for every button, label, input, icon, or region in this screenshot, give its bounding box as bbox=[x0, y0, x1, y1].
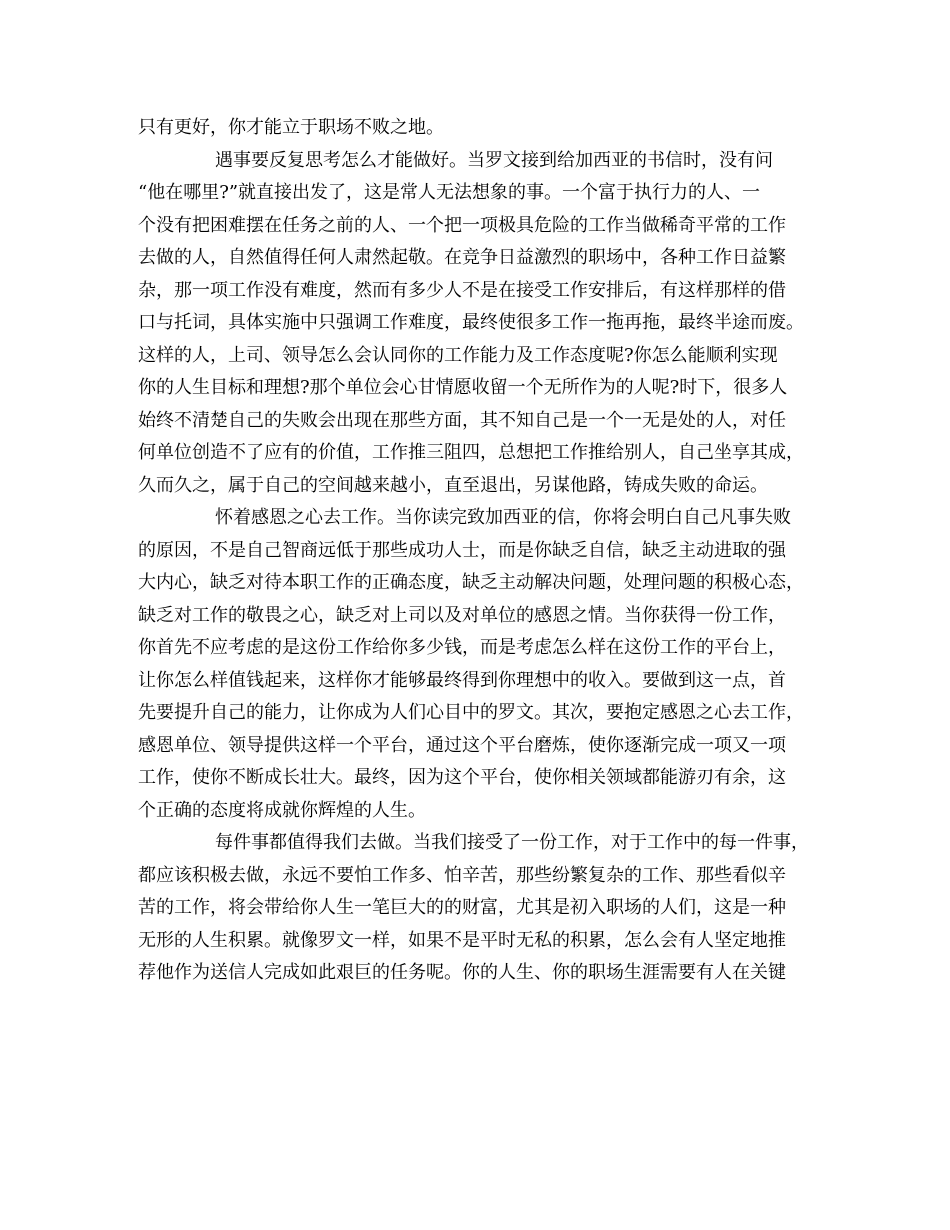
text-line: 感恩单位、领导提供这样一个平台，通过这个平台磨炼，使你逐渐完成一项又一项 bbox=[138, 734, 786, 756]
text-line: 荐他作为送信人完成如此艰巨的任务呢。你的人生、你的职场生涯需要有人在关键 bbox=[138, 962, 786, 983]
text-line: 大内心，缺乏对待本职工作的正确态度，缺乏主动解决问题，处理问题的积极心态， bbox=[138, 572, 804, 593]
text-line: 无形的人生积累。就像罗文一样，如果不是平时无私的积累，怎么会有人坚定地推 bbox=[138, 929, 786, 951]
text-line: 你首先不应考虑的是这份工作给你多少钱，而是考虑怎么样在这份工作的平台上， bbox=[138, 637, 786, 658]
text-line: 个没有把困难摆在任务之前的人、一个把一项极具危险的工作当做稀奇平常的工作 bbox=[138, 214, 786, 236]
text-line: 何单位创造不了应有的价值，工作推三阻四，总想把工作推给别人，自己坐享其成， bbox=[138, 442, 804, 463]
text-line: 让你怎么样值钱起来，这样你才能够最终得到你理想中的收入。要做到这一点，首 bbox=[138, 669, 786, 691]
text-line: 个正确的态度将成就你辉煌的人生。 bbox=[138, 799, 426, 821]
text-line: 去做的人，自然值得任何人肃然起敬。在竞争日益激烈的职场中，各种工作日益繁 bbox=[138, 247, 786, 268]
paragraph-first-line: 遇事要反复思考怎么才能做好。当罗文接到给加西亚的书信时，没有问 bbox=[215, 149, 773, 171]
text-line: 工作，使你不断成长壮大。最终，因为这个平台，使你相关领域都能游刃有余，这 bbox=[138, 767, 786, 788]
text-line: 的原因，不是自己智商远低于那些成功人士，而是你缺乏自信，缺乏主动进取的强 bbox=[138, 539, 786, 561]
text-line: 你的人生目标和理想?那个单位会心甘情愿收留一个无所作为的人呢?时下，很多人 bbox=[138, 377, 788, 398]
document-body bbox=[138, 112, 828, 990]
text-line: 先要提升自己的能力，让你成为人们心目中的罗文。其次，要抱定感恩之心去工作， bbox=[138, 702, 804, 723]
text-line: 缺乏对工作的敬畏之心，缺乏对上司以及对单位的感恩之情。当你获得一份工作， bbox=[138, 604, 786, 626]
text-line: 苦的工作，将会带给你人生一笔巨大的的财富，尤其是初入职场的人们，这是一种 bbox=[138, 897, 786, 918]
text-line: 始终不清楚自己的失败会出现在那些方面，其不知自己是一个一无是处的人，对任 bbox=[138, 409, 786, 431]
text-line: 这样的人，上司、领导怎么会认同你的工作能力及工作态度呢?你怎么能顺利实现 bbox=[138, 344, 778, 366]
paragraph-first-line: 怀着感恩之心去工作。当你读完致加西亚的信，你将会明白自己凡事失败 bbox=[215, 507, 791, 528]
text-line: “他在哪里?”就直接出发了，这是常人无法想象的事。一个富于执行力的人、一 bbox=[138, 182, 761, 203]
paragraph-first-line: 每件事都值得我们去做。当我们接受了一份工作，对于工作中的每一件事， bbox=[215, 832, 809, 853]
text-line: 口与托词，具体实施中只强调工作难度，最终使很多工作一拖再拖，最终半途而废。 bbox=[138, 312, 804, 333]
text-line: 久而久之，属于自己的空间越来越小，直至退出，另谋他路，铸成失败的命运。 bbox=[138, 474, 768, 496]
text-line: 杂，那一项工作没有难度，然而有多少人不是在接受工作安排后，有这样那样的借 bbox=[138, 279, 786, 301]
text-line: 只有更好，你才能立于职场不败之地。 bbox=[138, 117, 444, 138]
text-line: 都应该积极去做，永远不要怕工作多、怕辛苦，那些纷繁复杂的工作、那些看似辛 bbox=[138, 864, 786, 886]
